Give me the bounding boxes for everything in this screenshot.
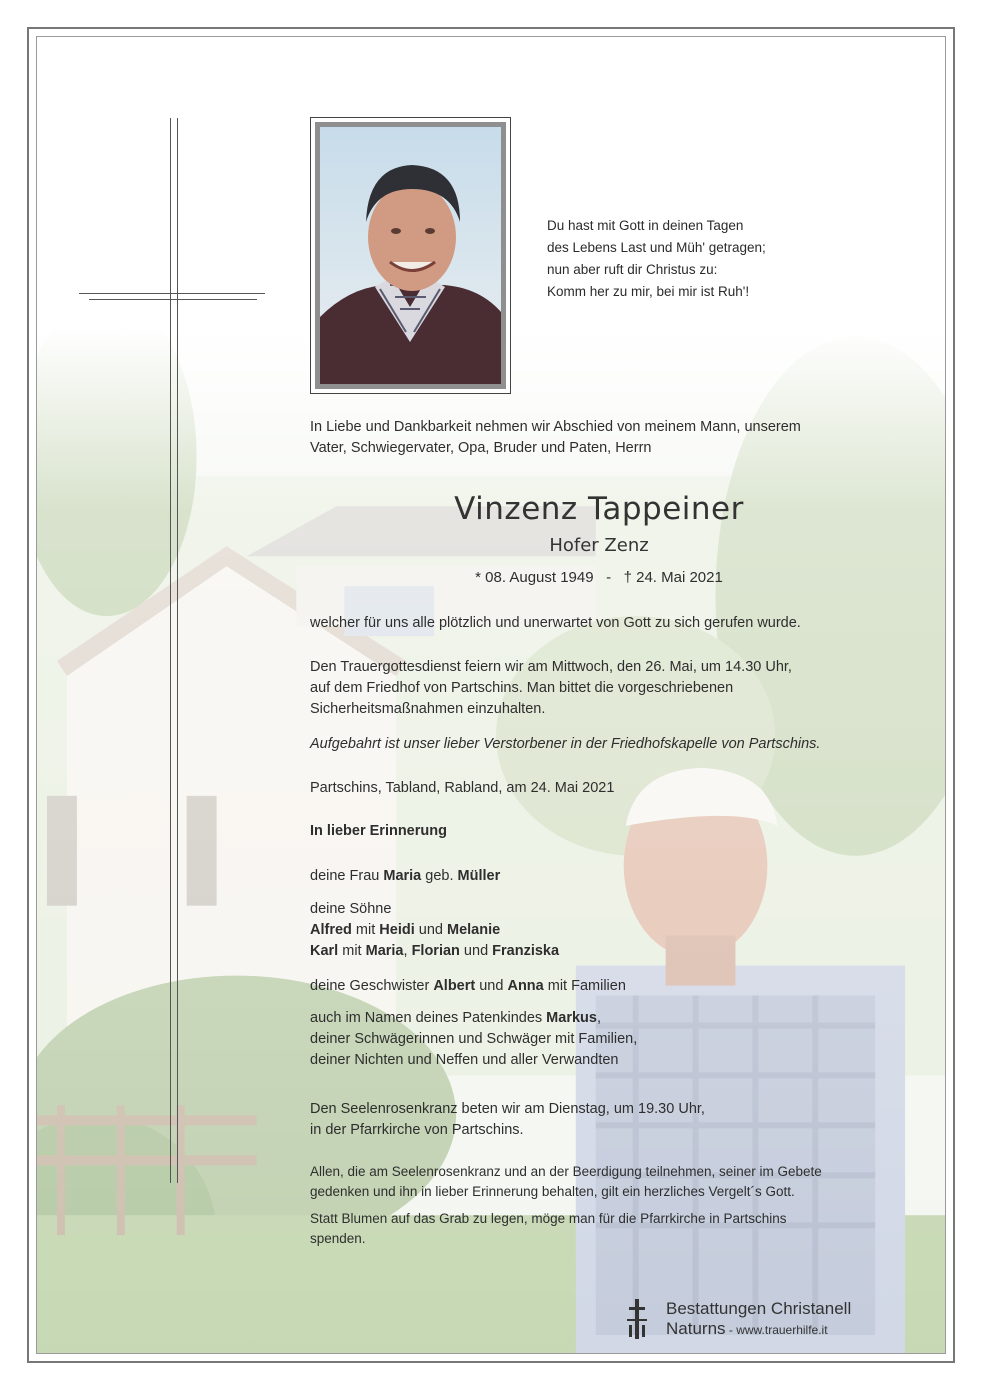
flowers-text — [310, 1209, 888, 1249]
family-name: Melanie — [447, 922, 501, 938]
family-name: Maria — [383, 868, 422, 884]
poem-line: Komm her zu mir, bei mir ist Ruh'! — [547, 284, 750, 299]
place-date: Partschins, Tabland, Rabland, am 24. Mai 2021 — [310, 780, 615, 796]
family-name: Markus — [546, 1010, 597, 1026]
cross-vertical-line — [170, 118, 171, 1183]
in-laws-line: deiner Schwägerinnen und Schwäger mit Familien, — [310, 1031, 638, 1047]
portrait-photo — [320, 127, 501, 384]
undertaker-logo-icon — [626, 1299, 648, 1339]
poem-line: nun aber ruft dir Christus zu: — [547, 262, 718, 277]
undertaker-location — [666, 1319, 851, 1340]
son-line — [310, 920, 888, 941]
funeral-line: Sicherheitsmaßnahmen einzuhalten. — [310, 701, 546, 717]
family-text: mit — [351, 922, 380, 938]
intro-line: Vater, Schwiegervater, Opa, Bruder und Paten, Herrn — [310, 440, 652, 456]
family-text: , — [596, 1010, 601, 1026]
sons-block — [310, 899, 888, 962]
family-text: mit Familien — [543, 978, 626, 994]
siblings-line — [310, 976, 888, 997]
deceased-nickname: Hofer Zenz — [549, 535, 649, 556]
deceased-name: Vinzenz Tappeiner — [454, 491, 744, 527]
intro-text — [310, 417, 888, 459]
poem-line: Du hast mit Gott in deinen Tagen — [547, 218, 744, 233]
portrait-mat — [315, 122, 506, 389]
family-name: Franziska — [492, 943, 560, 959]
family-text: deine Geschwister — [310, 978, 434, 994]
son-line — [310, 941, 888, 962]
intro-line: In Liebe und Dankbarkeit nehmen wir Abschied von meinem Mann, unserem — [310, 419, 801, 435]
godchild-line — [310, 1008, 888, 1029]
rosary-text — [310, 1099, 888, 1141]
sons-label: deine Söhne — [310, 901, 392, 917]
funeral-text — [310, 657, 888, 720]
poem — [547, 215, 766, 303]
cross-horizontal-line — [79, 293, 265, 294]
relatives-line: deiner Nichten und Neffen und aller Verwandten — [310, 1052, 619, 1068]
undertaker-town: Naturns — [666, 1319, 726, 1338]
family-name: Alfred — [310, 922, 352, 938]
funeral-line: Den Trauergottesdienst feiern wir am Mittwoch, den 26. Mai, um 14.30 Uhr, — [310, 659, 792, 675]
flowers-line: Statt Blumen auf das Grab zu legen, möge man für die Pfarrkirche in Partschins — [310, 1211, 787, 1226]
family-text: und — [459, 943, 493, 959]
family-name: Müller — [457, 868, 501, 884]
family-text: deine Frau — [310, 868, 384, 884]
undertaker-block — [666, 1299, 851, 1340]
family-text: und — [475, 978, 508, 994]
inner-border — [36, 36, 946, 1354]
family-text: und — [414, 922, 447, 938]
portrait-frame — [310, 117, 511, 394]
cross-horizontal-line — [89, 299, 257, 300]
family-name: Karl — [310, 943, 339, 959]
life-dates: * 08. August 1949 - † 24. Mai 2021 — [475, 569, 723, 586]
family-name: Maria — [365, 943, 404, 959]
family-name: Anna — [507, 978, 544, 994]
family-text: mit — [338, 943, 366, 959]
funeral-line: auf dem Friedhof von Partschins. Man bittet die vorgeschriebenen — [310, 680, 734, 696]
family-text: auch im Namen deines Patenkindes — [310, 1010, 547, 1026]
godchild-block — [310, 1008, 888, 1071]
family-name: Heidi — [379, 922, 415, 938]
cross-vertical-line — [177, 118, 178, 1183]
wife-line — [310, 866, 888, 887]
poem-line: des Lebens Last und Müh' getragen; — [547, 240, 766, 255]
thanks-text — [310, 1162, 888, 1202]
rosary-line: Den Seelenrosenkranz beten wir am Dienstag, um 19.30 Uhr, — [310, 1101, 705, 1117]
rosary-line: in der Pfarrkirche von Partschins. — [310, 1122, 524, 1138]
memory-heading: In lieber Erinnerung — [310, 823, 447, 839]
undertaker-website: - www.trauerhilfe.it — [725, 1323, 828, 1337]
called-text: welcher für uns alle plötzlich und unerwartet von Gott zu sich gerufen wurde. — [310, 615, 801, 631]
thanks-line: gedenken und ihn in lieber Erinnerung behalten, gilt ein herzliches Vergelt´s Gott. — [310, 1184, 795, 1199]
family-name: Albert — [433, 978, 476, 994]
undertaker-name: Bestattungen Christanell — [666, 1299, 852, 1318]
flowers-line: spenden. — [310, 1231, 366, 1246]
laid-out-text: Aufgebahrt ist unser lieber Verstorbener in der Friedhofskapelle von Partschins. — [310, 736, 821, 752]
family-text: , — [403, 943, 412, 959]
family-name: Florian — [411, 943, 460, 959]
family-text: geb. — [421, 868, 458, 884]
thanks-line: Allen, die am Seelenrosenkranz und an der Beerdigung teilnehmen, seiner im Gebete — [310, 1164, 822, 1179]
